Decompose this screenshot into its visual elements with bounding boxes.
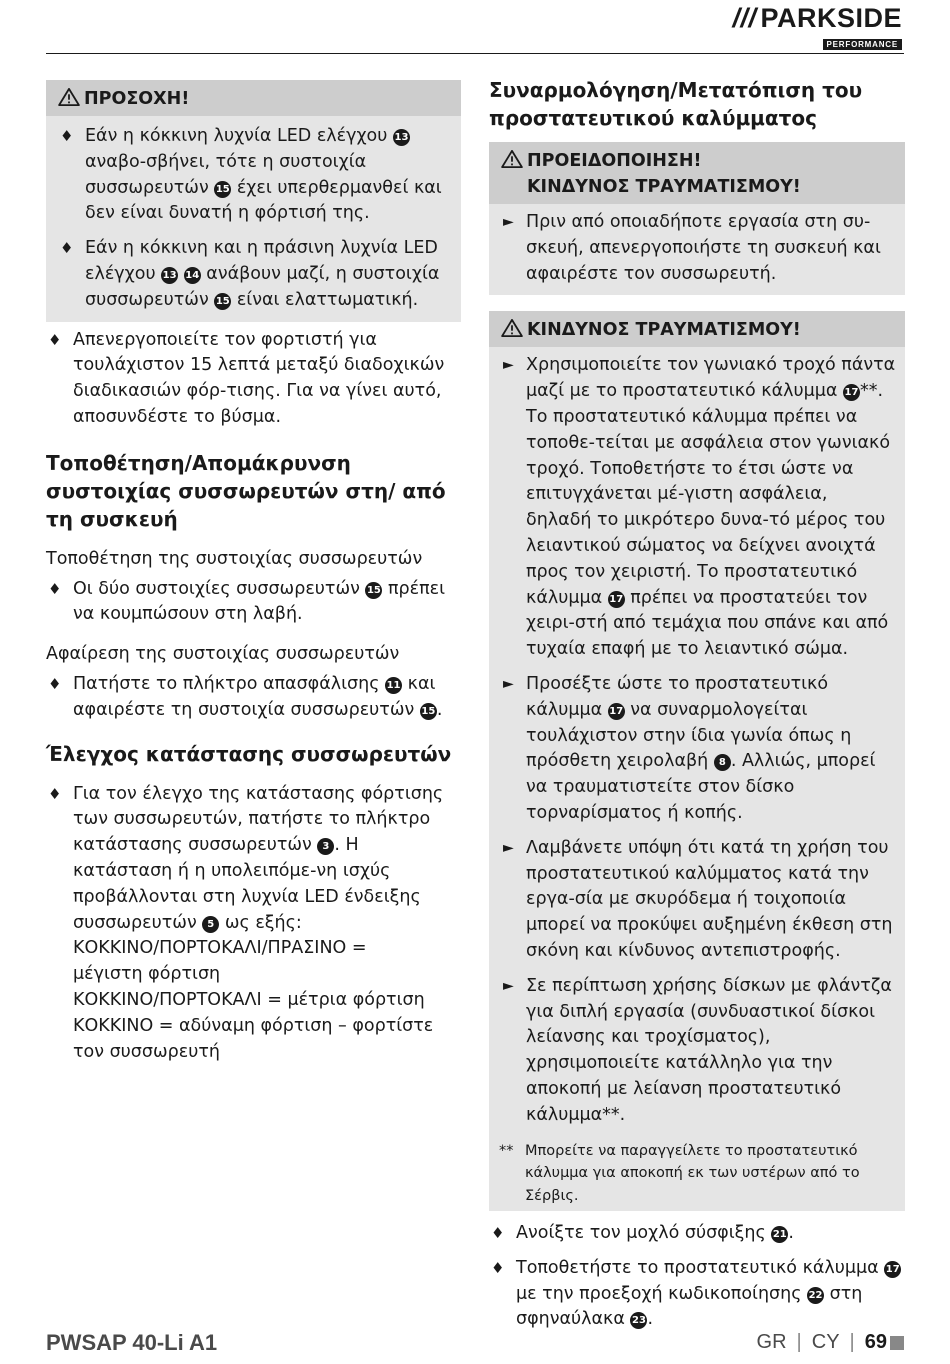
separator: | [849,1331,855,1353]
page-marker-square [890,1336,904,1350]
ref-number-badge: 13 [161,267,178,284]
danger-box-title [489,311,905,347]
arrow-bullet-icon: ► [503,357,514,374]
item-text: ανάβουν μαζί, η συστοιχία συσσωρευτών [85,263,440,310]
warning-triangle-icon [501,150,523,168]
item-text: Τοποθετήστε το προστατευτικό κάλυμμα [516,1257,885,1278]
list-item [489,1256,905,1333]
footnote [489,1140,905,1212]
item-text: και αφαιρέστε τη συστοιχία συσσωρευτών [73,673,436,720]
status-line: ΚΟΚΚΙΝΟ/ΠΟΡΤΟΚΑΛΙ = μέτρια φόρτιση [73,989,425,1010]
ref-number-badge: 15 [214,293,231,310]
item-text: Χρησιμοποιείτε τον γωνιακό τροχό πάντα μαζί με το προστατευτικό κάλυμμα [526,355,896,402]
section-title: Έλεγχος κατάστασης συσσωρευτών [46,741,452,766]
logo-slashes: /// [732,3,757,33]
status-line: μέγιστη φόρτιση [73,964,221,985]
page-header [0,0,950,60]
ref-number-badge: 5 [202,916,219,933]
list-item [501,836,897,965]
item-text: να συναρμολογείται τουλάχιστον στην ίδια γωνία όπως η πρόσθετη χειρολαβή [526,699,852,772]
item-text: Προσέξτε ώστε το προστατευτικό κάλυμμα [526,673,829,720]
item-text: έχει υπερθερμανθεί και δεν είναι δυνατή η φόρτισή της. [85,177,442,224]
list-item [489,1221,905,1247]
item-text: είναι ελαττωματική. [231,289,419,310]
list-item [46,577,461,629]
right-column [489,80,905,1342]
warning-title-text: ΠΡΟΕΙΔΟΠΟΙΗΣΗ! [527,151,702,171]
warning-triangle-icon [58,88,80,106]
ref-number-badge: 23 [630,1312,647,1329]
ref-number-badge: 3 [317,838,334,855]
list-item [501,210,897,287]
ref-number-badge: 15 [214,181,231,198]
status-line: τον συσσωρευτή [73,1041,220,1062]
item-text [178,264,184,284]
warning-box-title [489,142,905,204]
page-number: 69 [864,1331,887,1353]
parkside-logo [732,4,902,51]
danger-box-body [489,347,905,1139]
list-item [46,672,461,724]
ref-number-badge: 15 [420,703,437,720]
list-item [58,236,453,313]
item-text: . Η κατάσταση ή η υπολειπόμε-νη ισχύς προβάλλονται στη λυχνία LED ένδειξης συσσωρευτών [73,835,421,933]
subsection-title: Αφαίρεση της συστοιχίας συσσωρευτών [46,644,400,665]
item-text: Λαμβάνετε υπόψη ότι κατά τη χρήση του προστατευτικού καλύμματος κατά την εργα-σία με σκυρόδεμα ή τοιχοποιία μπορεί να προκύψει αυξημένη έκθεση στη σκόνη και κίνδυνος αντεπιστροφής. [526,837,893,961]
item-text: . [788,1223,794,1243]
caution-box-title [46,80,461,116]
item-text: Εάν η κόκκινη και η πράσινη λυχνία LED ελέγχου [85,238,438,284]
list-item [46,328,461,431]
ref-number-badge: 21 [771,1226,788,1243]
section-title: Τοποθέτηση/Απομάκρυνση συστοιχίας συσσωρευτών στη/ από τη συσκευή [46,450,446,531]
item-text: . [647,1309,654,1330]
list-item [501,974,897,1129]
item-text: πρέπει να κουμπώσουν στη λαβή. [73,578,446,625]
ref-number-badge: 11 [385,677,402,694]
item-text: αναβο-σβήνει, τότε η συστοιχία συσσωρευτών [85,151,367,198]
subsection-title: Τοποθέτηση της συστοιχίας συσσωρευτών [46,548,423,569]
logo-brand: PARKSIDE [760,3,902,33]
item-text: Πριν από οποιαδήποτε εργασία στη συ-σκευή, απενεργοποιήστε τη συσκευή και αφαιρέστε τον συσσωρευτή. [526,212,881,284]
ref-number-badge: 17 [884,1261,901,1278]
item-text: στη σφηναύλακα [516,1283,863,1330]
status-line: ΚΟΚΚΙΝΟ = αδύναμη φόρτιση – φορτίστε [73,1015,434,1036]
language-code: CY [811,1331,840,1353]
item-text: Εάν η κόκκινη λυχνία LED ελέγχου [85,126,393,146]
list-item [58,124,453,227]
diamond-bullet-icon: ♦ [491,1258,505,1277]
list-item [501,672,897,827]
item-text: Πατήστε το πλήκτρο απασφάλισης [73,673,386,694]
item-text: . Αλλιώς, μπορεί να τραυματιστείτε στον δίσκο τορναρίσματος ή κοπής. [526,751,876,823]
arrow-bullet-icon: ► [503,839,514,856]
item-text: **. Το προστατευτικό κάλυμμα πρέπει να τοποθε-τείται με ασφάλεια στον γωνιακό τροχό. Τοποθετήστε το έτσι ώστε να επιτυγχάνεται μέ-γιστη ασφάλεια, δηλαδή το μικρότερο δυνα-τό μέρος του λειαντικού σώματος να δείχνει ανοιχτά προς τον χειριστή. Το προστατευτικό κάλυμμα [526,381,891,608]
ref-number-badge: 8 [714,754,731,771]
list-item [46,782,461,1066]
item-text: πρέπει να προστατεύει τον χειρι-στή από τεμάχια που σπάνε και από τυχαία επαφή με το λειαντικό σώμα. [526,587,889,660]
item-text: . [436,699,443,720]
arrow-bullet-icon: ► [503,214,514,230]
model-name: PWSAP 40-Li A1 [46,1330,218,1355]
item-text: με την προεξοχή κωδικοποίησης [516,1283,808,1304]
diamond-bullet-icon: ♦ [48,579,62,598]
header-divider [46,53,904,54]
warning-box [489,142,905,295]
arrow-bullet-icon: ► [503,977,514,994]
warning-triangle-icon [501,319,523,337]
ref-number-badge: 17 [843,384,860,401]
item-text: Για τον έλεγχο της κατάστασης φόρτισης των συσσωρευτών, πατήστε το πλήκτρο κατάστασης συσσωρευτών [73,783,444,856]
item-text: Ανοίξτε τον μοχλό σύσφιξης [516,1223,772,1243]
diamond-bullet-icon: ♦ [60,239,74,258]
separator: | [796,1331,802,1353]
page-footer [757,1331,904,1354]
diamond-bullet-icon: ♦ [491,1224,505,1242]
diamond-bullet-icon: ♦ [48,784,62,803]
item-text: ως εξής: [219,912,302,933]
warning-title-text: ΚΙΝΔΥΝΟΣ ΤΡΑΥΜΑΤΙΣΜΟΥ! [527,177,801,197]
caution-title-text: ΠΡΟΣΟΧΗ! [84,89,190,109]
language-code: GR [756,1331,787,1353]
diamond-bullet-icon: ♦ [48,330,62,349]
ref-number-badge: 14 [184,267,201,284]
logo-subtitle: PERFORMANCE [823,39,902,50]
ref-number-badge: 17 [608,703,625,720]
item-text: Οι δύο συστοιχίες συσσωρευτών [73,578,366,599]
danger-title-text: ΚΙΝΔΥΝΟΣ ΤΡΑΥΜΑΤΙΣΜΟΥ! [527,320,801,341]
list-item [501,353,897,663]
ref-number-badge: 17 [608,591,625,608]
caution-box-body [46,116,461,322]
warning-box-body [489,204,905,295]
left-column [46,80,461,1074]
item-text: Σε περίπτωση χρήσης δίσκων με φλάντζα για διπλή εργασία (συνδυαστικοί δίσκοι λείανσης και τροχίσματος), χρησιμοποιείτε κατάλληλο για την αποκοπή με λείανση προστατευτικό κάλυμμα**. [526,975,892,1125]
diamond-bullet-icon: ♦ [48,674,62,693]
footnote-marker: ** [499,1142,514,1159]
ref-number-badge: 13 [393,129,410,146]
caution-box [46,80,461,322]
ref-number-badge: 22 [807,1287,824,1304]
ref-number-badge: 15 [365,582,382,599]
status-line: ΚΟΚΚΙΝΟ/ΠΟΡΤΟΚΑΛΙ/ΠΡΑΣΙΝΟ = [73,938,367,959]
arrow-bullet-icon: ► [503,675,514,692]
diamond-bullet-icon: ♦ [60,127,74,145]
footnote-text: Μπορείτε να παραγγείλετε το προστατευτικό κάλυμμα για αποκοπή εκ των υστέρων από το Σέρβις. [525,1142,860,1204]
danger-box [489,311,905,1211]
item-text: Απενεργοποιείτε τον φορτιστή για τουλάχιστον 15 λεπτά μεταξύ διαδοχικών διαδικασιών φόρ-τισης. Για να γίνει αυτό, αποσυνδέστε το βύσμα. [73,329,445,427]
section-title: Συναρμολόγηση/Μετατόπιση του προστατευτικού καλύμματος [489,78,863,130]
